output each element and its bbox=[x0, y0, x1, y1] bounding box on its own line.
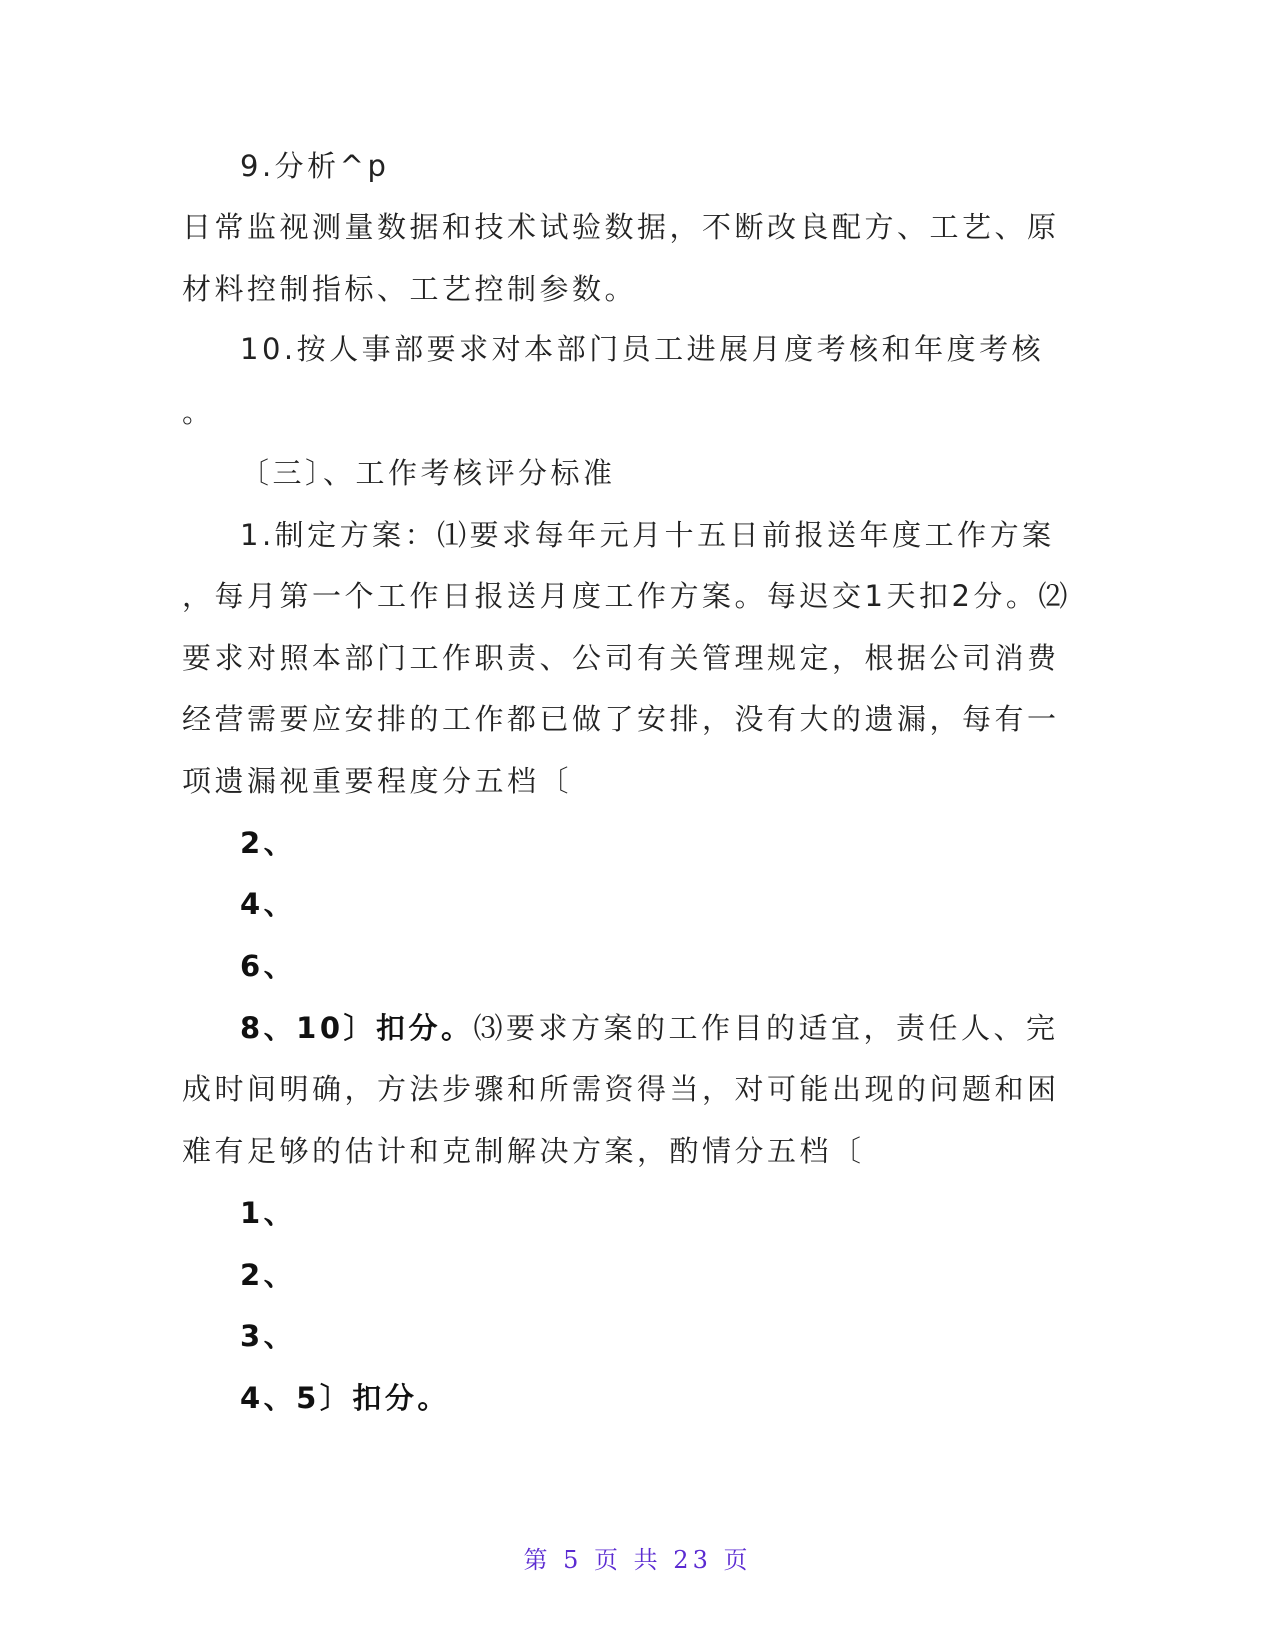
text-line: 成时间明确，方法步骤和所需资得当，对可能出现的问题和困 bbox=[182, 1072, 1060, 1106]
text-line: 9.分析^p bbox=[240, 149, 390, 183]
text-line: 项遗漏视重要程度分五档〔 bbox=[182, 764, 573, 798]
list-item: 8、10〕扣分。 bbox=[240, 1011, 474, 1045]
list-item: 2、 bbox=[240, 1258, 297, 1292]
section-heading: 〔三〕、工作考核评分标准 bbox=[240, 456, 616, 490]
text-line: 材料控制指标、工艺控制参数。 bbox=[182, 272, 638, 306]
list-item: 3、 bbox=[240, 1319, 297, 1353]
list-item: 4、 bbox=[240, 887, 297, 921]
text-span: ⑶要求方案的工作目的适宜，责任人、完 bbox=[473, 1011, 1059, 1045]
list-item: 2、 bbox=[240, 826, 297, 860]
text-line: 难有足够的估计和克制解决方案，酌情分五档〔 bbox=[182, 1134, 865, 1168]
text-line: 1.制定方案：⑴要求每年元月十五日前报送年度工作方案 bbox=[240, 518, 1055, 552]
list-item: 4、5〕扣分。 bbox=[240, 1381, 450, 1415]
list-item: 6、 bbox=[240, 949, 297, 983]
text-line: 要求对照本部门工作职责、公司有关管理规定，根据公司消费 bbox=[182, 641, 1060, 675]
text-line: 经营需要应安排的工作都已做了安排，没有大的遗漏，每有一 bbox=[182, 702, 1060, 736]
text-line: ，每月第一个工作日报送月度工作方案。每迟交1天扣2分。⑵ bbox=[182, 579, 1071, 613]
text-line: 日常监视测量数据和技术试验数据，不断改良配方、工艺、原 bbox=[182, 210, 1060, 244]
page-number-footer: 第 5 页 共 23 页 bbox=[523, 1546, 752, 1574]
text-line: 。 bbox=[182, 395, 215, 429]
list-item: 1、 bbox=[240, 1196, 297, 1230]
text-line bbox=[240, 1010, 1059, 1046]
text-line: 10.按人事部要求对本部门员工进展月度考核和年度考核 bbox=[240, 332, 1045, 366]
